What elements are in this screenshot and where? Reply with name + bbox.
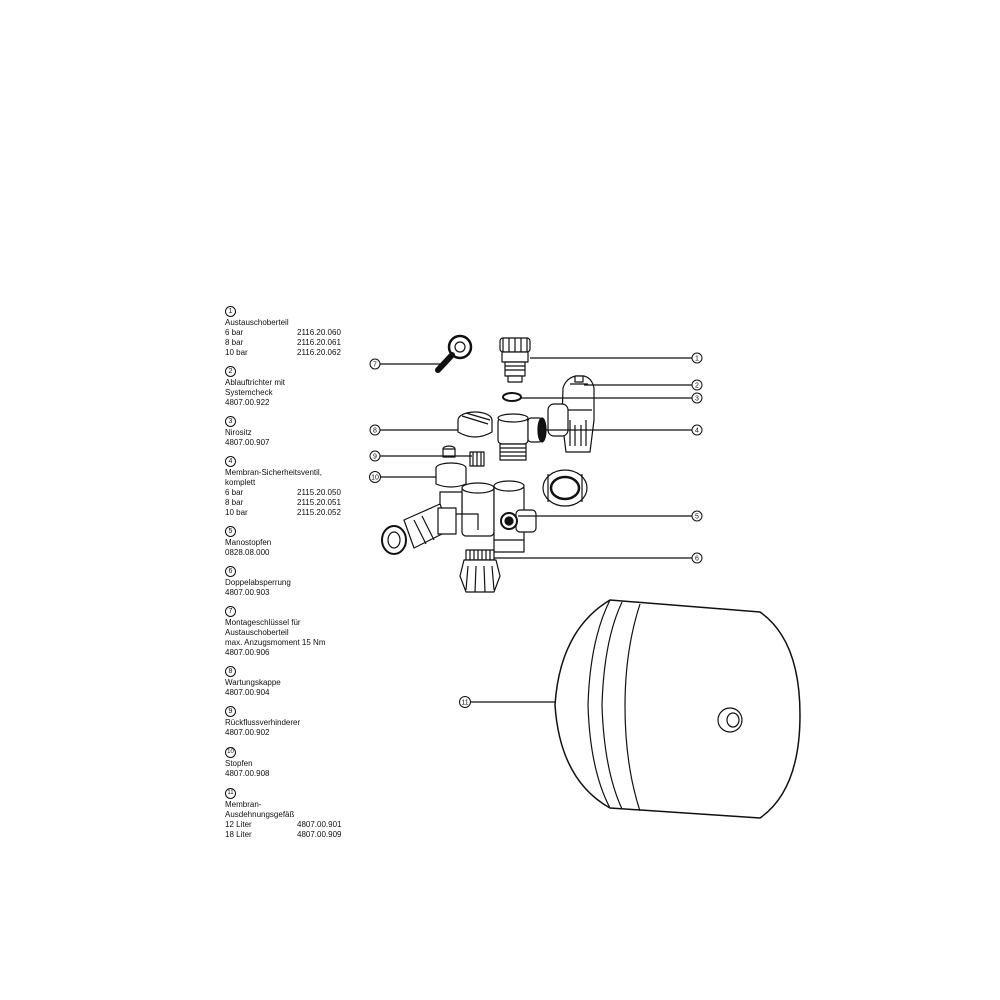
part-description-line: 4807.00.904 — [225, 688, 270, 697]
union-nut — [543, 470, 587, 506]
callout-2-label: 2 — [695, 382, 699, 390]
part-number-badge: 3 — [225, 416, 236, 427]
part-description-line: komplett — [225, 478, 256, 487]
callout-9 — [370, 451, 380, 461]
part-description-line: 4807.00.903 — [225, 588, 270, 597]
part-description-line: Rückflussverhinderer — [225, 718, 301, 727]
callout-6 — [692, 553, 702, 563]
variant-article-number: 2115.20.052 — [297, 508, 341, 517]
inlet-fitting — [382, 504, 456, 554]
callout-4-label: 4 — [695, 427, 699, 435]
variant-article-number: 2116.20.060 — [297, 328, 341, 337]
part-number-badge: 6 — [225, 566, 236, 577]
callout-11 — [460, 697, 471, 708]
part-description-line: Austauschoberteil — [225, 628, 289, 637]
part-description-line: 4807.00.907 — [225, 438, 270, 447]
variant-article-number: 2115.20.050 — [297, 488, 341, 497]
variant-label: 10 bar — [225, 508, 248, 517]
part-number-badge: 8 — [225, 666, 236, 677]
callout-7 — [370, 359, 380, 369]
callout-5 — [692, 511, 702, 521]
variant-article-number: 2116.20.061 — [297, 338, 341, 347]
callout-10 — [370, 472, 381, 483]
part-description-line: max. Anzugsmoment 15 Nm — [225, 638, 326, 647]
callout-4 — [692, 425, 702, 435]
expansion-vessel-part-11 — [555, 600, 800, 818]
callout-6-label: 6 — [695, 555, 699, 563]
maintenance-cap-part-8 — [458, 412, 492, 437]
variant-label: 6 bar — [225, 328, 244, 337]
part-description-line: Stopfen — [225, 759, 253, 768]
part-description-line: Systemcheck — [225, 388, 273, 397]
callout-10-label: 10 — [371, 474, 379, 482]
callout-9-label: 9 — [373, 453, 377, 461]
part-description-line: Ausdehnungsgefäß — [225, 810, 295, 819]
plug-part-10 — [436, 463, 466, 487]
part-number-badge: 4 — [225, 456, 236, 467]
callout-7-label: 7 — [373, 361, 377, 369]
callout-2 — [692, 380, 702, 390]
callout-1-label: 1 — [695, 355, 699, 363]
callout-3 — [692, 393, 702, 403]
part-number-badge: 9 — [225, 706, 236, 717]
variant-article-number: 4807.00.901 — [297, 820, 342, 829]
part-description-line: 4807.00.922 — [225, 398, 270, 407]
assembly-wrench-part-7 — [438, 336, 471, 370]
variant-article-number: 2115.20.051 — [297, 498, 341, 507]
part-description-line: Montageschlüssel für — [225, 618, 301, 627]
part-description-line: 0828.08.000 — [225, 548, 270, 557]
callout-3-label: 3 — [695, 395, 699, 403]
variant-label: 10 bar — [225, 348, 248, 357]
variant-label: 8 bar — [225, 338, 244, 347]
part-description-line: Nirositz — [225, 428, 252, 437]
part-description-line: Wartungskappe — [225, 678, 281, 687]
part-description-line: Austauschoberteil — [225, 318, 289, 327]
part-number-badge: 1 — [225, 306, 236, 317]
part-description-line: Ablauftrichter mit — [225, 378, 286, 387]
variant-label: 12 Liter — [225, 820, 252, 829]
part-number-badge: 11 — [225, 788, 236, 799]
variant-label: 6 bar — [225, 488, 244, 497]
part-description-line: Manostopfen — [225, 538, 272, 547]
variant-article-number: 4807.00.909 — [297, 830, 342, 839]
part-description-line: Doppelabsperrung — [225, 578, 291, 587]
callout-11-label: 11 — [461, 699, 469, 707]
drain-funnel-part-2 — [548, 376, 594, 452]
variant-label: 8 bar — [225, 498, 244, 507]
part-description-line: Membran- — [225, 800, 262, 809]
double-shutoff-part-6 — [460, 550, 500, 592]
callout-8-label: 8 — [373, 427, 377, 435]
callout-8 — [370, 425, 380, 435]
part-description-line: 4807.00.902 — [225, 728, 270, 737]
variant-article-number: 2116.20.062 — [297, 348, 341, 357]
safety-valve-body-part-4 — [498, 414, 546, 460]
variant-label: 18 Liter — [225, 830, 252, 839]
part-description-line: 4807.00.908 — [225, 769, 270, 778]
part-description-line: 4807.00.906 — [225, 648, 270, 657]
replacement-top-part-1 — [500, 338, 530, 382]
part-number-badge: 5 — [225, 526, 236, 537]
part-number-badge: 10 — [225, 747, 236, 758]
part-description-line: Membran-Sicherheitsventil, — [225, 468, 322, 477]
part-number-badge: 7 — [225, 606, 236, 617]
part-number-badge: 2 — [225, 366, 236, 377]
callout-1 — [692, 353, 702, 363]
callout-5-label: 5 — [695, 513, 699, 521]
stainless-seat-part-3 — [503, 393, 521, 401]
